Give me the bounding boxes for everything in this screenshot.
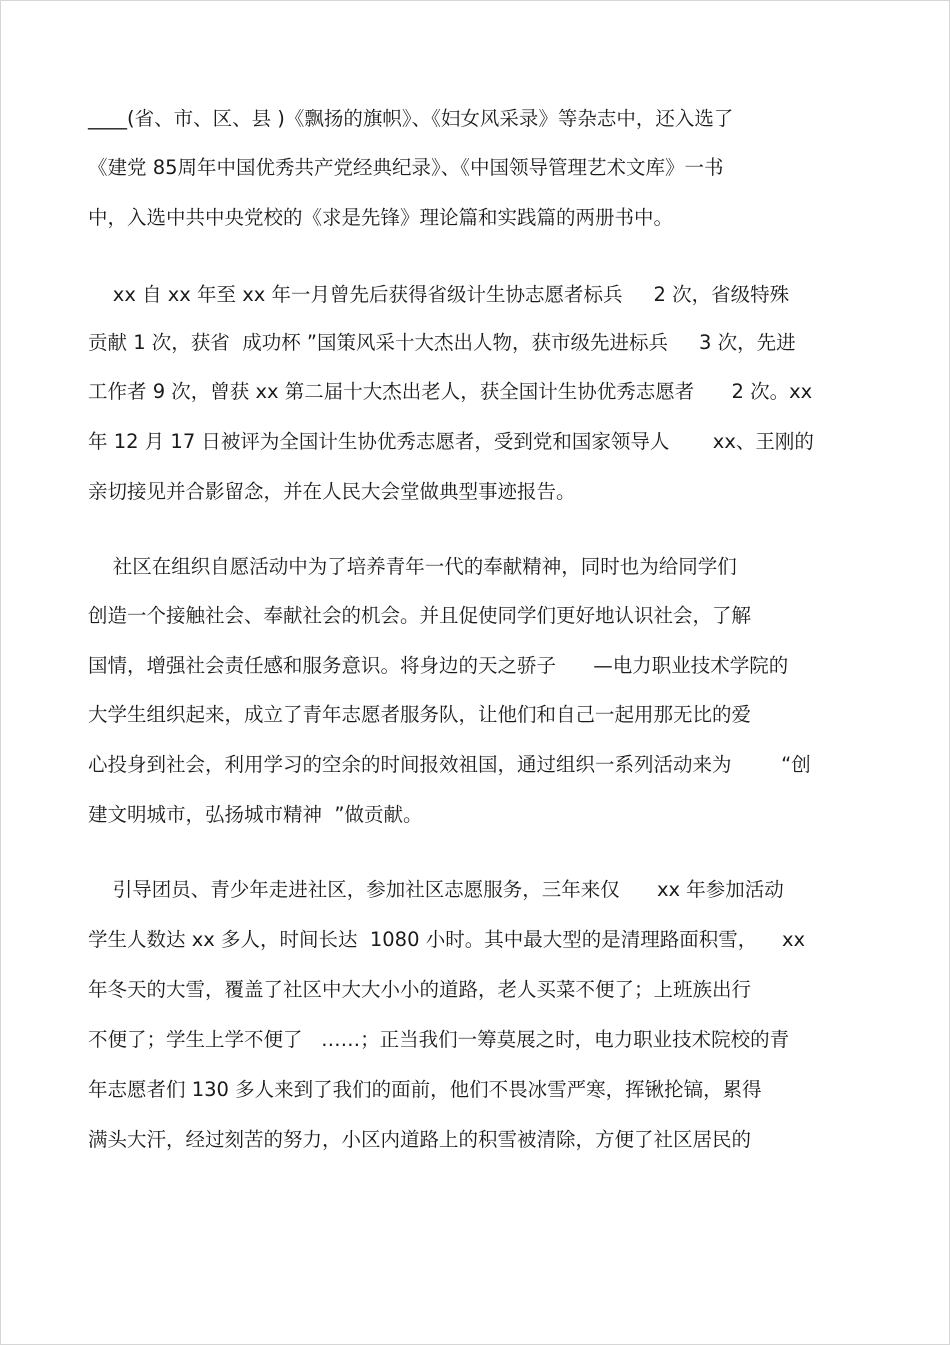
text-line: 不便了；学生上学不便了 ……；正当我们一筹莫展之时，电力职业技术院校的青 (88, 1028, 790, 1051)
text-line: 创造一个接触社会、奉献社会的机会。并且促使同学们更好地认识社会，了解 (88, 604, 752, 627)
text-line: 大学生组织起来，成立了青年志愿者服务队，让他们和自己一起用那无比的爱 (88, 703, 752, 726)
text-line: 心投身到社会，利用学习的空余的时间报效祖国，通过组织一系列活动来为 “创 (88, 753, 811, 776)
text-line: 学生人数达 xx 多人，时间长达 1080 小时。其中最大型的是清理路面积雪， xx (88, 928, 806, 951)
text-line: 《建党 85周年中国优秀共产党经典纪录》、《中国领导管理艺术文库》一书 (88, 156, 724, 179)
text-line: 中，入选中共中央党校的《求是先锋》理论篇和实践篇的两册书中。 (88, 206, 674, 229)
text-line: 引导团员、青少年走进社区，参加社区志愿服务，三年来仅 xx 年参加活动 (88, 878, 784, 901)
text-line: ____(省、市、区、县 )《飘扬的旗帜》、《妇女风采录》等杂志中，还入选了 (88, 107, 734, 130)
text-line: 年冬天的大雪，覆盖了社区中大大小小的道路，老人买菜不便了；上班族出行 (88, 978, 752, 1001)
text-line: 满头大汗，经过刻苦的努力，小区内道路上的积雪被清除，方便了社区居民的 (88, 1128, 752, 1151)
text-line: 年志愿者们 130 多人来到了我们的面前，他们不畏冰雪严寒，挥锹抡镐，累得 (88, 1078, 762, 1101)
text-line: xx 自 xx 年至 xx 年一月曾先后获得省级计生协志愿者标兵 2 次，省级特殊 (88, 283, 790, 306)
text-line: 年 12 月 17 日被评为全国计生协优秀志愿者，受到党和国家领导人 xx、王刚的 (88, 430, 814, 453)
text-line: 社区在组织自愿活动中为了培养青年一代的奉献精神，同时也为给同学们 (88, 555, 737, 578)
text-line: 贡献 1 次，获省 成功杯 ”国策风采十大杰出人物，获市级先进标兵 3 次，先进 (88, 331, 796, 354)
text-line: 国情，增强社会责任感和服务意识。将身边的天之骄子 —电力职业技术学院的 (88, 654, 789, 677)
text-line: 亲切接见并合影留念，并在人民大会堂做典型事迹报告。 (88, 480, 576, 503)
text-line: 建文明城市，弘扬城市精神 ”做贡献。 (88, 803, 423, 826)
text-line: 工作者 9 次，曾获 xx 第二届十大杰出老人，获全国计生协优秀志愿者 2 次。xx (88, 380, 813, 403)
